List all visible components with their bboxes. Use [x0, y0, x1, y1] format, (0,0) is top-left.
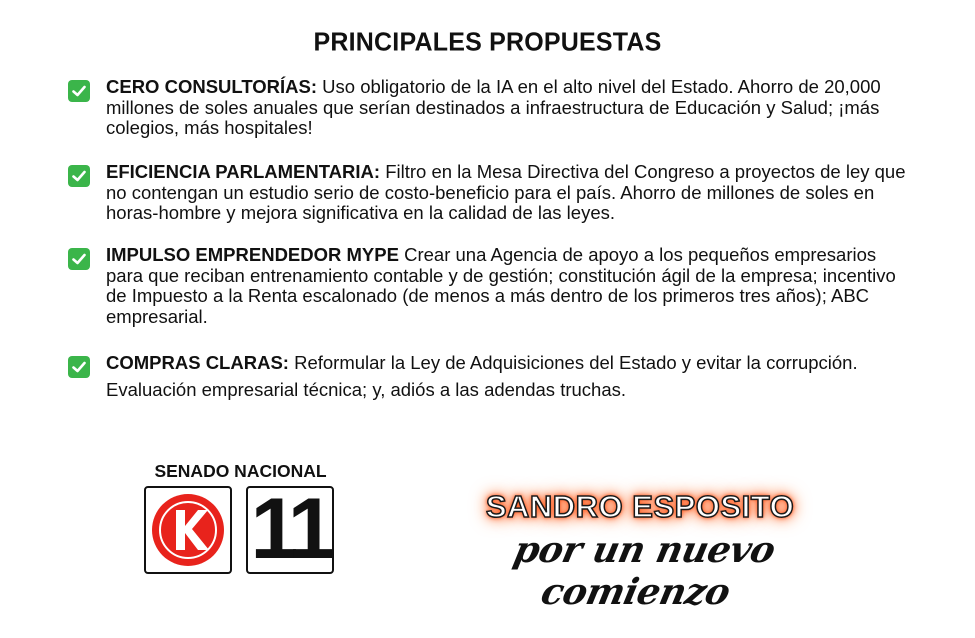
- ballot-number-box: [246, 481, 334, 577]
- checkmark-icon: [68, 248, 90, 270]
- proposal-body: Reformular la Ley de Adquisiciones del Estado y evitar la corrupción.: [288, 352, 858, 373]
- page-title: PRINCIPALES PROPUESTAS: [313, 27, 662, 57]
- proposal-body: Uso obligatorio de la IA en el alto nivel del Estado. Ahorro de 20,000 millones de soles anuales que serían destinados a infraestructura de Educación y Salud; ¡más colegios, más hospitales!: [106, 76, 881, 138]
- proposal-heading: CERO CONSULTORÍAS:: [106, 76, 318, 97]
- proposal-body-line2: Evaluación empresarial técnica; y, adiós a las adendas truchas.: [106, 378, 626, 400]
- checkmark-icon: [68, 80, 90, 102]
- proposal-item: [68, 77, 918, 139]
- candidate-name: SANDRO ESPOSITO: [485, 489, 795, 524]
- proposal-item: [68, 162, 918, 224]
- proposal-item: [68, 245, 918, 327]
- slogan: por un nuevo comienzo: [510, 529, 779, 613]
- proposal-body: Filtro en la Mesa Directiva del Congreso a proyectos de ley que no contengan un estudio serio de costo-beneficio para el país. Ahorro de millones de soles en horas-hombre y mejora significativa en la calidad de las leyes.: [106, 161, 906, 223]
- party-k-logo-icon: [146, 488, 230, 572]
- checkmark-icon: [68, 165, 90, 187]
- proposal-heading: IMPULSO EMPRENDEDOR MYPE: [106, 244, 399, 265]
- senado-label: SENADO NACIONAL: [154, 461, 327, 481]
- party-logo: [144, 486, 232, 574]
- ballot-number: 11: [250, 481, 330, 577]
- proposal-heading: COMPRAS CLARAS:: [106, 352, 289, 373]
- proposal-body: Crear una Agencia de apoyo a los pequeños empresarios para que reciban entrenamiento contable y de gestión; constitución ágil de la empresa; incentivo de Impuesto a la Renta escalonado (de menos a más dentro de los primeros tres años); ABC empresarial.: [106, 244, 896, 327]
- proposal-heading: EFICIENCIA PARLAMENTARIA:: [106, 161, 381, 182]
- checkmark-icon: [68, 356, 90, 378]
- proposal-item: [68, 353, 918, 400]
- candidate-brand: [440, 489, 840, 613]
